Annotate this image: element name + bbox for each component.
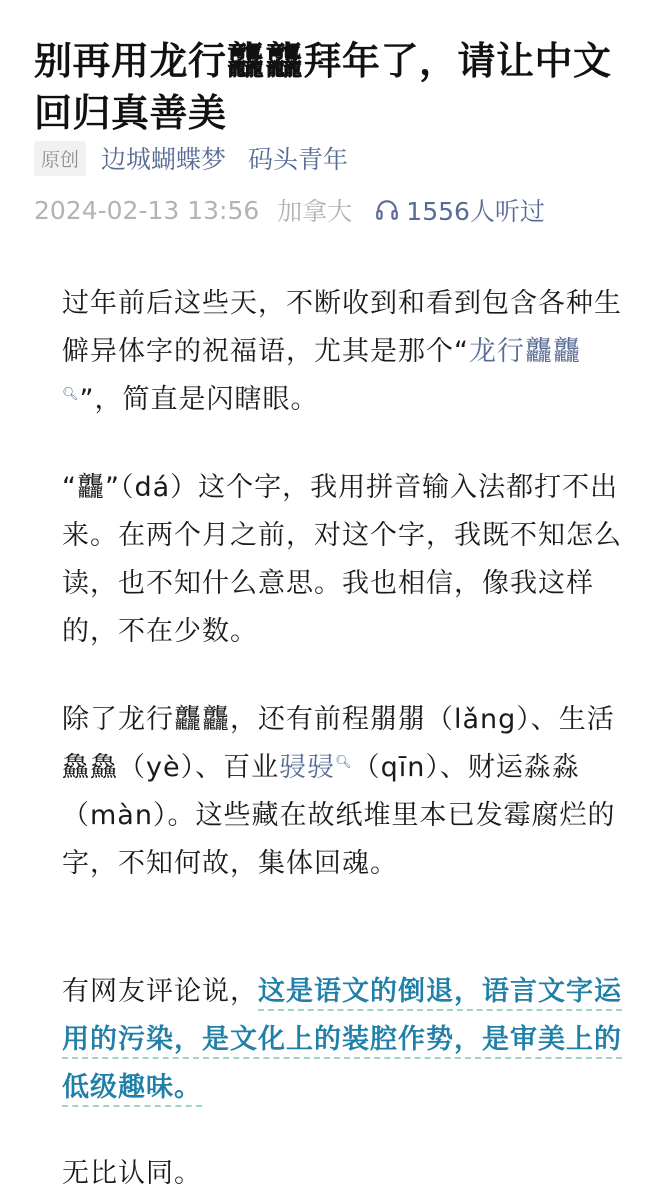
paragraph-1-text-b: ”，简直是闪瞎眼。 [79, 384, 319, 415]
publish-location: 加拿大 [277, 197, 353, 226]
search-icon: 🔍︎ [62, 387, 80, 402]
search-link-qinqin-label: 骎骎 [279, 752, 336, 783]
headphones-icon [374, 197, 400, 223]
author-link[interactable]: 边城蝴蝶梦 [101, 145, 227, 174]
original-badge: 原创 [34, 141, 86, 176]
paragraph-3-text-a: 除了龙行龘龘，还有前程朤朤（lǎng）、生活鱻鱻（yè）、百业 [62, 704, 615, 783]
search-link-longxing-label: 龙行龘龘 [469, 336, 581, 367]
publish-datetime: 2024-02-13 13:56 [34, 195, 260, 225]
paragraph-3-text-b: （qīn）、财运淼淼（màn）。这些藏在故纸堆里本已发霉腐烂的字，不知何故，集体回魂。 [62, 752, 616, 879]
article-title: 别再用龙行龘龘拜年了，请让中文回归真善美 [34, 39, 612, 136]
search-icon: 🔍︎ [335, 755, 353, 770]
paragraph-4 [62, 968, 622, 1112]
search-link-qinqin[interactable] [279, 752, 353, 783]
paragraph-1 [62, 280, 622, 424]
highlighted-quote: 这是语文的倒退，语言文字运用的污染，是文化上的装腔作势，是审美上的低级趣味。 [62, 976, 622, 1107]
paragraph-5: 无比认同。 [62, 1158, 202, 1189]
paragraph-4-text-a: 有网友评论说， [62, 976, 258, 1007]
account-link[interactable]: 码头青年 [248, 145, 349, 174]
paragraph-2: “龘”（dá）这个字，我用拼音输入法都打不出来。在两个月之前，对这个字，我既不知怎么读，也不知什么意思。我也相信，像我这样的，不在少数。 [62, 472, 622, 647]
article-info [34, 190, 545, 230]
paragraph-1-text-a: 过年前后这些天，不断收到和看到包含各种生僻异体字的祝福语，尤其是那个“ [62, 288, 622, 367]
listen-count: 1556人听过 [406, 197, 545, 226]
listen-count-button[interactable] [374, 192, 545, 228]
paragraph-3 [62, 696, 622, 888]
article-meta [34, 138, 348, 178]
